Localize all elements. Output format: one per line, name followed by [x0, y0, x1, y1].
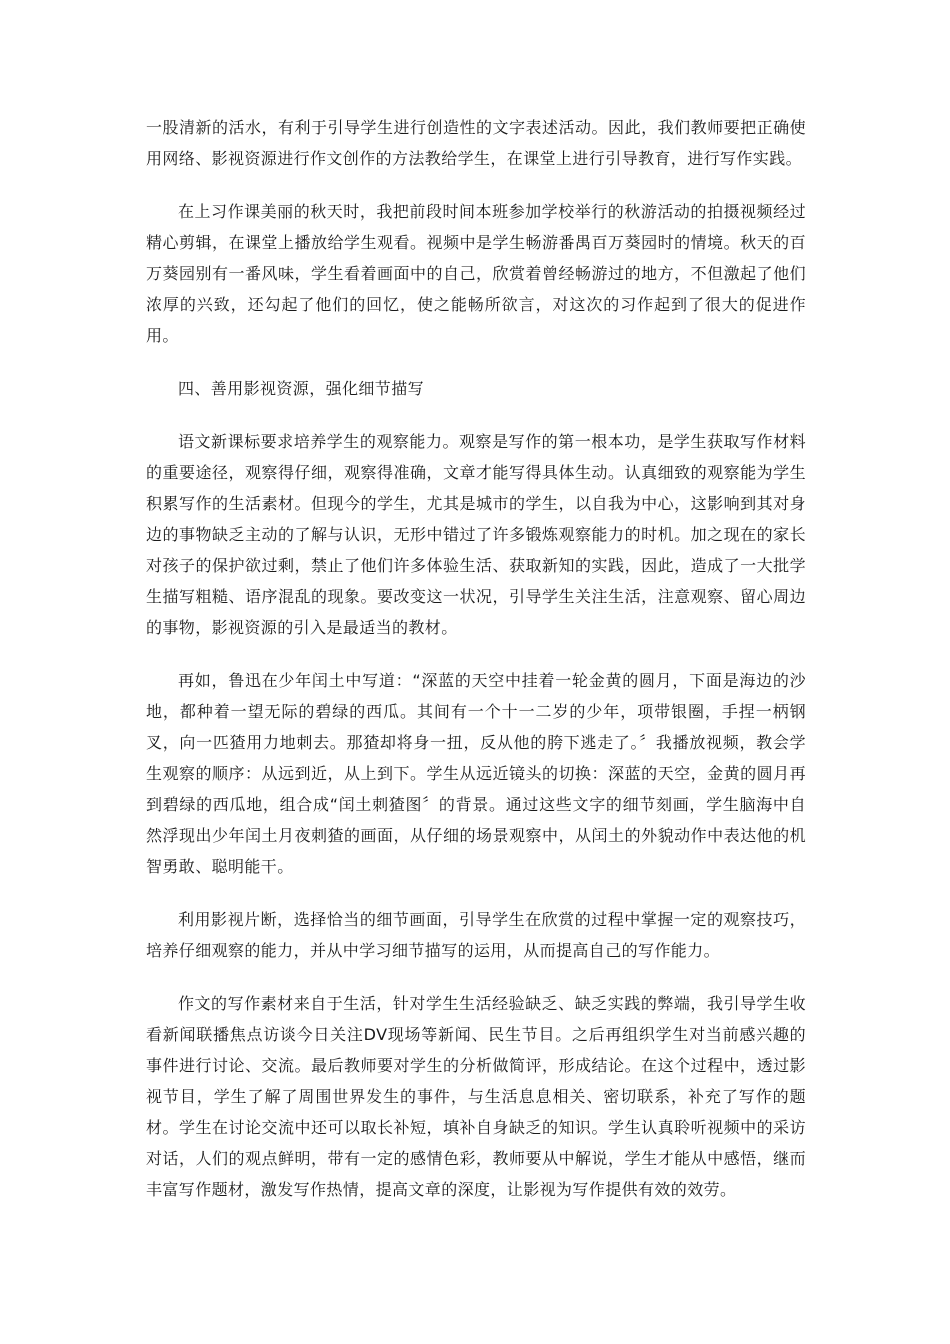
paragraph-news-programs: 作文的写作素材来自于生活，针对学生生活经验缺乏、缺乏实践的弊端，我引导学生收看新闻联播焦点访谈今日关注DV现场等新闻、民生节目。之后再组织学生对当前感兴趣的事件进行讨论、交流。最后教师要对学生的分析做简评，形成结论。在这个过程中，透过影视节目，学生了解了周围世界发生的事件，与生活息息相关、密切联系，补充了写作的题材。学生在讨论交流中还可以取长补短，填补自身缺乏的知识。学生认真聆听视频中的采访对话，人们的观点鲜明，带有一定的感情色彩，教师要从中解说，学生才能从中感悟，继而丰富写作题材，激发写作热情，提高文章的深度，让影视为写作提供有效的效劳。 — [146, 994, 806, 1199]
paragraph-continuation: 一股清新的活水，有利于引导学生进行创造性的文字表述活动。因此，我们教师要把正确使用网络、影视资源进行作文创作的方法教给学生，在课堂上进行引导教育，进行写作实践。 — [146, 118, 806, 168]
paragraph-luxun-example: 再如，鲁迅在少年闰土中写道：“深蓝的天空中挂着一轮金黄的圆月，下面是海边的沙地，都种着一望无际的碧绿的西瓜。其间有一个十一二岁的少年，项带银圈，手捏一柄钢叉，向一匹猹用力地刺去。那猹却将身一扭，反从他的胯下逃走了。〞我播放视频，教会学生观察的顺序：从远到近，从上到下。学生从远近镜头的切换：深蓝的天空，金黄的圆月再到碧绿的西瓜地，组合成“闰土刺猹图〞的背景。通过这些文字的细节刻画，学生脑海中自然浮现出少年闰土月夜刺猹的画面，从仔细的场景观察中，从闰土的外貌动作中表达他的机智勇敢、聪明能干。 — [146, 671, 806, 876]
paragraph-observation-ability: 语文新课标要求培养学生的观察能力。观察是写作的第一根本功，是学生获取写作材料的重要途径，观察得仔细，观察得准确，文章才能写得具体生动。认真细致的观察能为学生积累写作的生活素材。但现今的学生，尤其是城市的学生，以自我为中心，这影响到其对身边的事物缺乏主动的了解与认识，无形中错过了许多锻炼观察能力的时机。加之现在的家长对孩子的保护欲过剩，禁止了他们许多体验生活、获取新知的实践，因此，造成了一大批学生描写粗糙、语序混乱的现象。要改变这一状况，引导学生关注生活，注意观察、留心周边的事物，影视资源的引入是最适当的教材。 — [146, 432, 806, 637]
section-heading: 四、善用影视资源，强化细节描写 — [178, 379, 425, 398]
paragraph-video-clips: 利用影视片断，选择恰当的细节画面，引导学生在欣赏的过程中掌握一定的观察技巧，培养仔细观察的能力，并从中学习细节描写的运用，从而提高自己的写作能力。 — [146, 910, 806, 960]
paragraph-autumn-lesson: 在上习作课美丽的秋天时，我把前段时间本班参加学校举行的秋游活动的拍摄视频经过精心剪辑，在课堂上播放给学生观看。视频中是学生畅游番禺百万葵园时的情境。秋天的百万葵园别有一番风味，学生看着画面中的自己，欣赏着曾经畅游过的地方，不但激起了他们浓厚的兴致，还勾起了他们的回忆，使之能畅所欲言，对这次的习作起到了很大的促进作用。 — [146, 202, 806, 345]
document-body — [146, 112, 806, 1227]
